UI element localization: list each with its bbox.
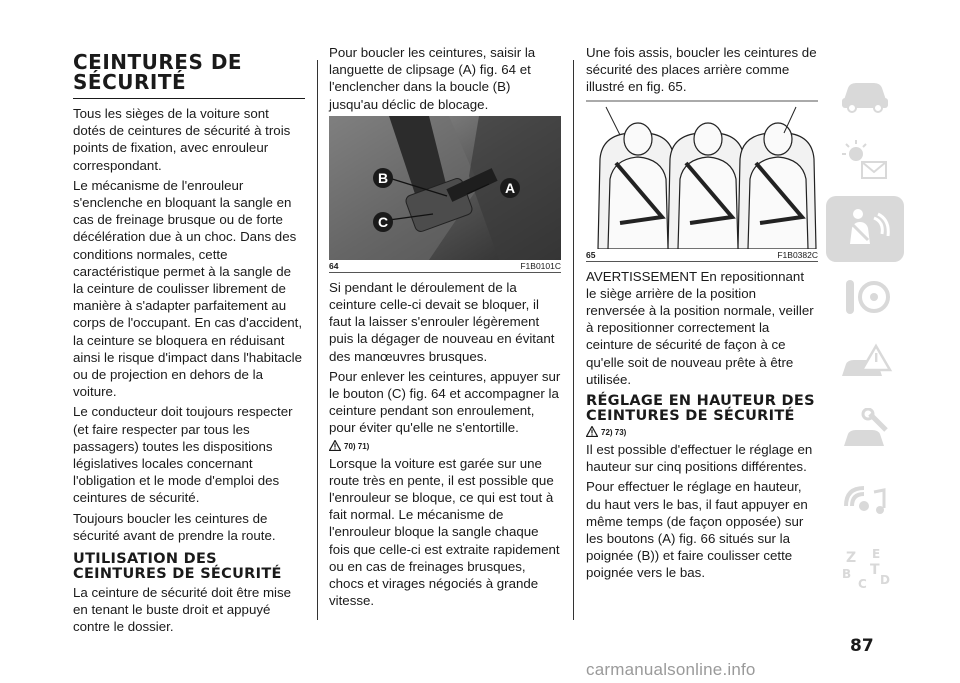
paragraph: Pour boucler les ceintures, saisir la languette de clipsage (A) fig. 64 et l'enclencher dans la boucle (B) jusqu'au déclic de blocage. — [329, 45, 536, 112]
column-3 — [586, 44, 818, 585]
seatbelt-buckle-illustration — [329, 116, 561, 260]
chapter-safety[interactable] — [826, 196, 904, 262]
paragraph: Si pendant le déroulement de la ceinture celle-ci devait se bloquer, il faut la laisser s'enrouler légèrement puis la dégager de nouveau en évitant des manœuvres brusques. — [329, 279, 555, 364]
index-letter: Z — [846, 550, 857, 566]
index-icon — [836, 544, 894, 594]
paragraph: AVERTISSEMENT En repositionnant le siège arrière de la position renversée à la position normale, veiller à repositionner correctement la ceinture de sécurité de façon à ce qu'elle soit de nouveau prête à être utilisée. — [586, 268, 814, 387]
paragraph: La ceinture de sécurité doit être mise en tenant le buste droit et appuyé contre le dossier. — [73, 585, 292, 635]
rear-seatbelts-drawing — [586, 99, 818, 249]
section-title-reglage: RÉGLAGE EN HAUTEUR DES CEINTURES DE SÉCURITÉ — [586, 393, 815, 425]
dashboard-lights-icon — [836, 136, 894, 186]
figure-caption — [586, 249, 818, 262]
paragraph: Pour enlever les ceintures, appuyer sur le bouton (C) fig. 64 et accompagner la ceinture pendant son enroulement, pour éviter qu'elle ne s'entortille. — [329, 368, 561, 436]
column-2 — [329, 44, 561, 612]
safety-airbag-icon — [836, 204, 894, 254]
paragraph: Le mécanisme de l'enrouleur s'enclenche en bloquant la sangle en cas de freinage brusque ou de forte décélération due à un choc. Dans des conditions normales, cette caractéristique permet à la sangle de la ceinture de coulisser librement de manière à s'adapter parfaitement au corps de l'occupant. En cas d'accident, la ceinture se bloquera en réduisant ainsi le risque d'impact dans l'habitacle ou de projection en dehors de la voiture. — [73, 177, 303, 400]
chapter-multimedia[interactable] — [826, 468, 904, 534]
paragraph: Le conducteur doit toujours respecter (et faire respecter par tous les passagers) toutes les dispositions législatives locales concernant l'obligation et le mode d'emploi des ceintures de sécurité. — [73, 404, 293, 506]
figure-code: F1B0101C — [520, 260, 561, 271]
label-c: C — [377, 213, 389, 230]
figure-64 — [329, 116, 561, 273]
figure-code: F1B0382C — [777, 249, 818, 260]
chapter-maintenance[interactable] — [826, 400, 904, 466]
chapter-index[interactable] — [826, 536, 904, 602]
paragraph: Lorsque la voiture est garée sur une route très en pente, il est possible que l'enrouleur se bloque, ce qui est tout à fait normal. Le mécanisme de l'enrouleur bloque la sangle chaque fois que celle-ci est extraite rapidement ou en cas de freinages brusques, chocs et virages négociés à grande vitesse. — [329, 455, 560, 609]
index-letter: E — [872, 547, 881, 561]
paragraph: Pour effectuer le réglage en hauteur, du haut vers le bas, il faut appuyer en même temps (de façon opposée) sur les boutons (A) fig. 66 situés sur la poignée (B)) et faire coulisser cette poignée vers le bas. — [586, 479, 808, 581]
column-divider — [573, 60, 574, 620]
chapter-emergency[interactable] — [826, 332, 904, 398]
column-1 — [73, 52, 305, 639]
figure-number: 64 — [329, 260, 339, 271]
figure-caption — [329, 260, 561, 273]
chapter-driving[interactable] — [826, 264, 904, 330]
index-letter: D — [880, 573, 890, 587]
figure-number: 65 — [586, 249, 596, 260]
paragraph: Une fois assis, boucler les ceintures de sécurité des places arrière comme illustré en fig. 65. — [586, 45, 817, 95]
warning-car-icon — [836, 340, 894, 390]
rear-seats-illustration — [586, 99, 818, 249]
seatbelt-buckle-photo — [329, 116, 561, 260]
label-a: A — [504, 179, 516, 196]
warning-reference: 70) 71) — [329, 440, 561, 453]
figure-65 — [586, 99, 818, 262]
page-title: CEINTURES DE SÉCURITÉ — [73, 50, 243, 94]
column-divider — [317, 60, 318, 620]
multimedia-icon — [836, 476, 894, 526]
index-letter: T — [870, 562, 880, 578]
warning-triangle-icon — [586, 426, 598, 437]
footer-watermark[interactable]: carmanualsonline.info — [586, 660, 756, 679]
title-rule — [73, 98, 305, 99]
paragraph: Toujours boucler les ceintures de sécurité avant de prendre la route. — [73, 510, 276, 543]
wrench-car-icon — [836, 408, 894, 458]
label-b: B — [377, 169, 389, 186]
paragraph: Tous les sièges de la voiture sont dotés de ceintures de sécurité à trois points de fixation, avec enrouleur correspondant. — [73, 106, 291, 173]
car-icon — [836, 68, 894, 118]
chapter-dashboard[interactable] — [826, 128, 904, 194]
section-title-utilisation: UTILISATION DES CEINTURES DE SÉCURITÉ — [73, 551, 282, 583]
chapter-car[interactable] — [826, 60, 904, 126]
warning-triangle-icon — [329, 440, 341, 451]
key-steering-icon — [836, 272, 894, 322]
page-number: 87 — [850, 636, 874, 656]
paragraph: Il est possible d'effectuer le réglage en hauteur sur cinq positions différentes. — [586, 442, 813, 475]
index-letter: B — [842, 567, 852, 581]
warning-reference: 72) 73) — [586, 426, 818, 439]
chapter-sidebar — [826, 60, 904, 604]
index-letter: C — [858, 577, 867, 591]
